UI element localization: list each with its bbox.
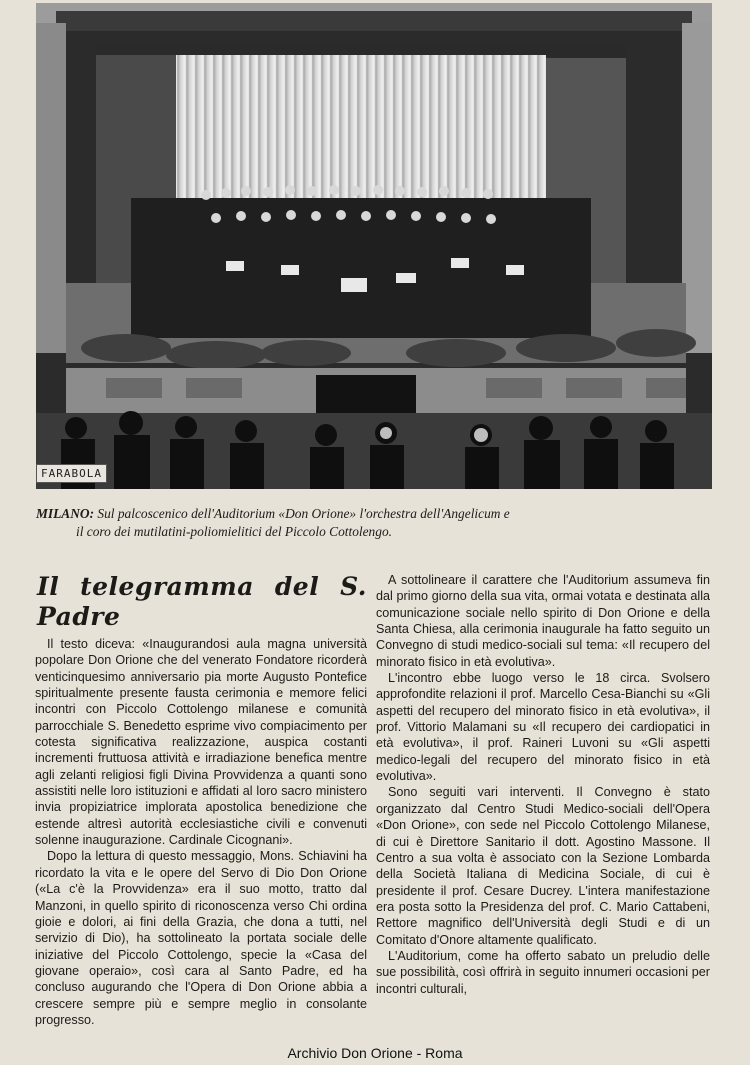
article-right-column bbox=[376, 572, 710, 997]
archive-footer: Archivio Don Orione - Roma bbox=[287, 1045, 463, 1061]
caption-line-2: il coro dei mutilatini-poliomielitici del Piccolo Cottolengo. bbox=[76, 524, 392, 539]
photo-caption bbox=[36, 505, 712, 541]
paragraph: L'Auditorium, come ha offerto sabato un preludio delle sue possibilità, così offrirà in seguito innumeri occasioni per incontri culturali, bbox=[376, 948, 710, 996]
article-left-column bbox=[35, 572, 367, 1028]
paragraph: Sono seguiti vari interventi. Il Convegno è stato organizzato dal Centro Studi Medico-sociali dell'Opera «Don Orione», con sede nel Piccolo Cottolengo Milanese, di cui è Direttore Sanitario il dott. Agostino Massone. Il Centro a sua volta è associato con la Sezione Lombarda della Società Italiana di Medicina Sociale, di cui è presidente il prof. Cesare Ducrey. L'intera manifestazione era posta sotto la Presidenza del prof. C. Mario Cattabeni, Rettore magnifico dell'Università degli Studi e di un Comitato d'Onore altamente qualificato. bbox=[376, 785, 710, 947]
caption-line-1 bbox=[36, 505, 712, 523]
paragraph: Dopo la lettura di questo messaggio, Mons. Schiavini ha ricordato la vita e le opere del Servo di Dio Don Orione («La c'è la Provvidenza» era il suo motto, tratto dal Manzoni, in quello spirito di riconoscenza verso Chi ordina gioie e dolori, ai fini della Grazia, che dona a tutti, nel servizio di Dio), ha sottolineato la portata sociale delle iniziative del Piccolo Cottolengo, specie la «Casa del giovane operaio», così cara al Santo Padre, ed ha concluso augurando che l'Opera di Don Orione abbia a crescere sempre più e sempre meglio in consolante progresso. bbox=[35, 849, 367, 1027]
caption-city: MILANO: bbox=[36, 506, 95, 521]
paragraph: A sottolineare il carattere che l'Auditorium assumeva fin dal primo giorno della sua vita, ormai votata e destinata alla comunicazione sociale nello spirito di Don Orione e della Santa Chiesa, alla cerimonia inaugurale ha fatto seguito un Convegno di studi medico-sociali sul tema: «Il recupero del minorato fisico in età evolutiva». bbox=[376, 573, 710, 669]
photo-credit: FARABOLA bbox=[36, 464, 107, 483]
paragraph: L'incontro ebbe luogo verso le 18 circa. Svolsero approfondite relazioni il prof. Marcello Cesa-Bianchi su «Gli aspetti del recupero del minorato fisico in età evolutiva», il prof. Vittorio Malamani su «Il recupero dei cardiopatici in età evolutiva», il prof. Raineri Luvoni su «Gli aspetti medico-legali del recupero del minorato fisico in età evolutiva». bbox=[376, 671, 710, 784]
concert-photo bbox=[36, 3, 712, 489]
stage-illustration bbox=[36, 3, 712, 489]
caption-text-1: Sul palcoscenico dell'Auditorium «Don Orione» l'orchestra dell'Angelicum e bbox=[97, 506, 510, 521]
article-heading: Il telegramma del S. Padre bbox=[37, 572, 367, 631]
paragraph: Il testo diceva: «Inaugurandosi aula magna università popolare Don Orione che del venerato Fondatore ricorderà venticinquesimo anniversario pia morte Augusto Pontefice spiritualmente presente fausta cerimonia e memore felici incontri con Piccolo Cottolengo milanese e comunità parrocchiale S. Benedetto esprime vivo compiacimento per cotesta significativa realizzazione, auspica costanti incrementi fruttuosa attività e irradiazione benefica mentre agli zelanti religiosi figli Divina Provvidenza a quanti sono assistiti nelle loro istituzioni e affidati al loro sacro ministero invia propiziatrice implorata apostolica benedizione che estende altresì autorità ecclesiastiche civili e convenuti solenne inaugurazione. Cardinale Cicognani». bbox=[35, 637, 367, 848]
